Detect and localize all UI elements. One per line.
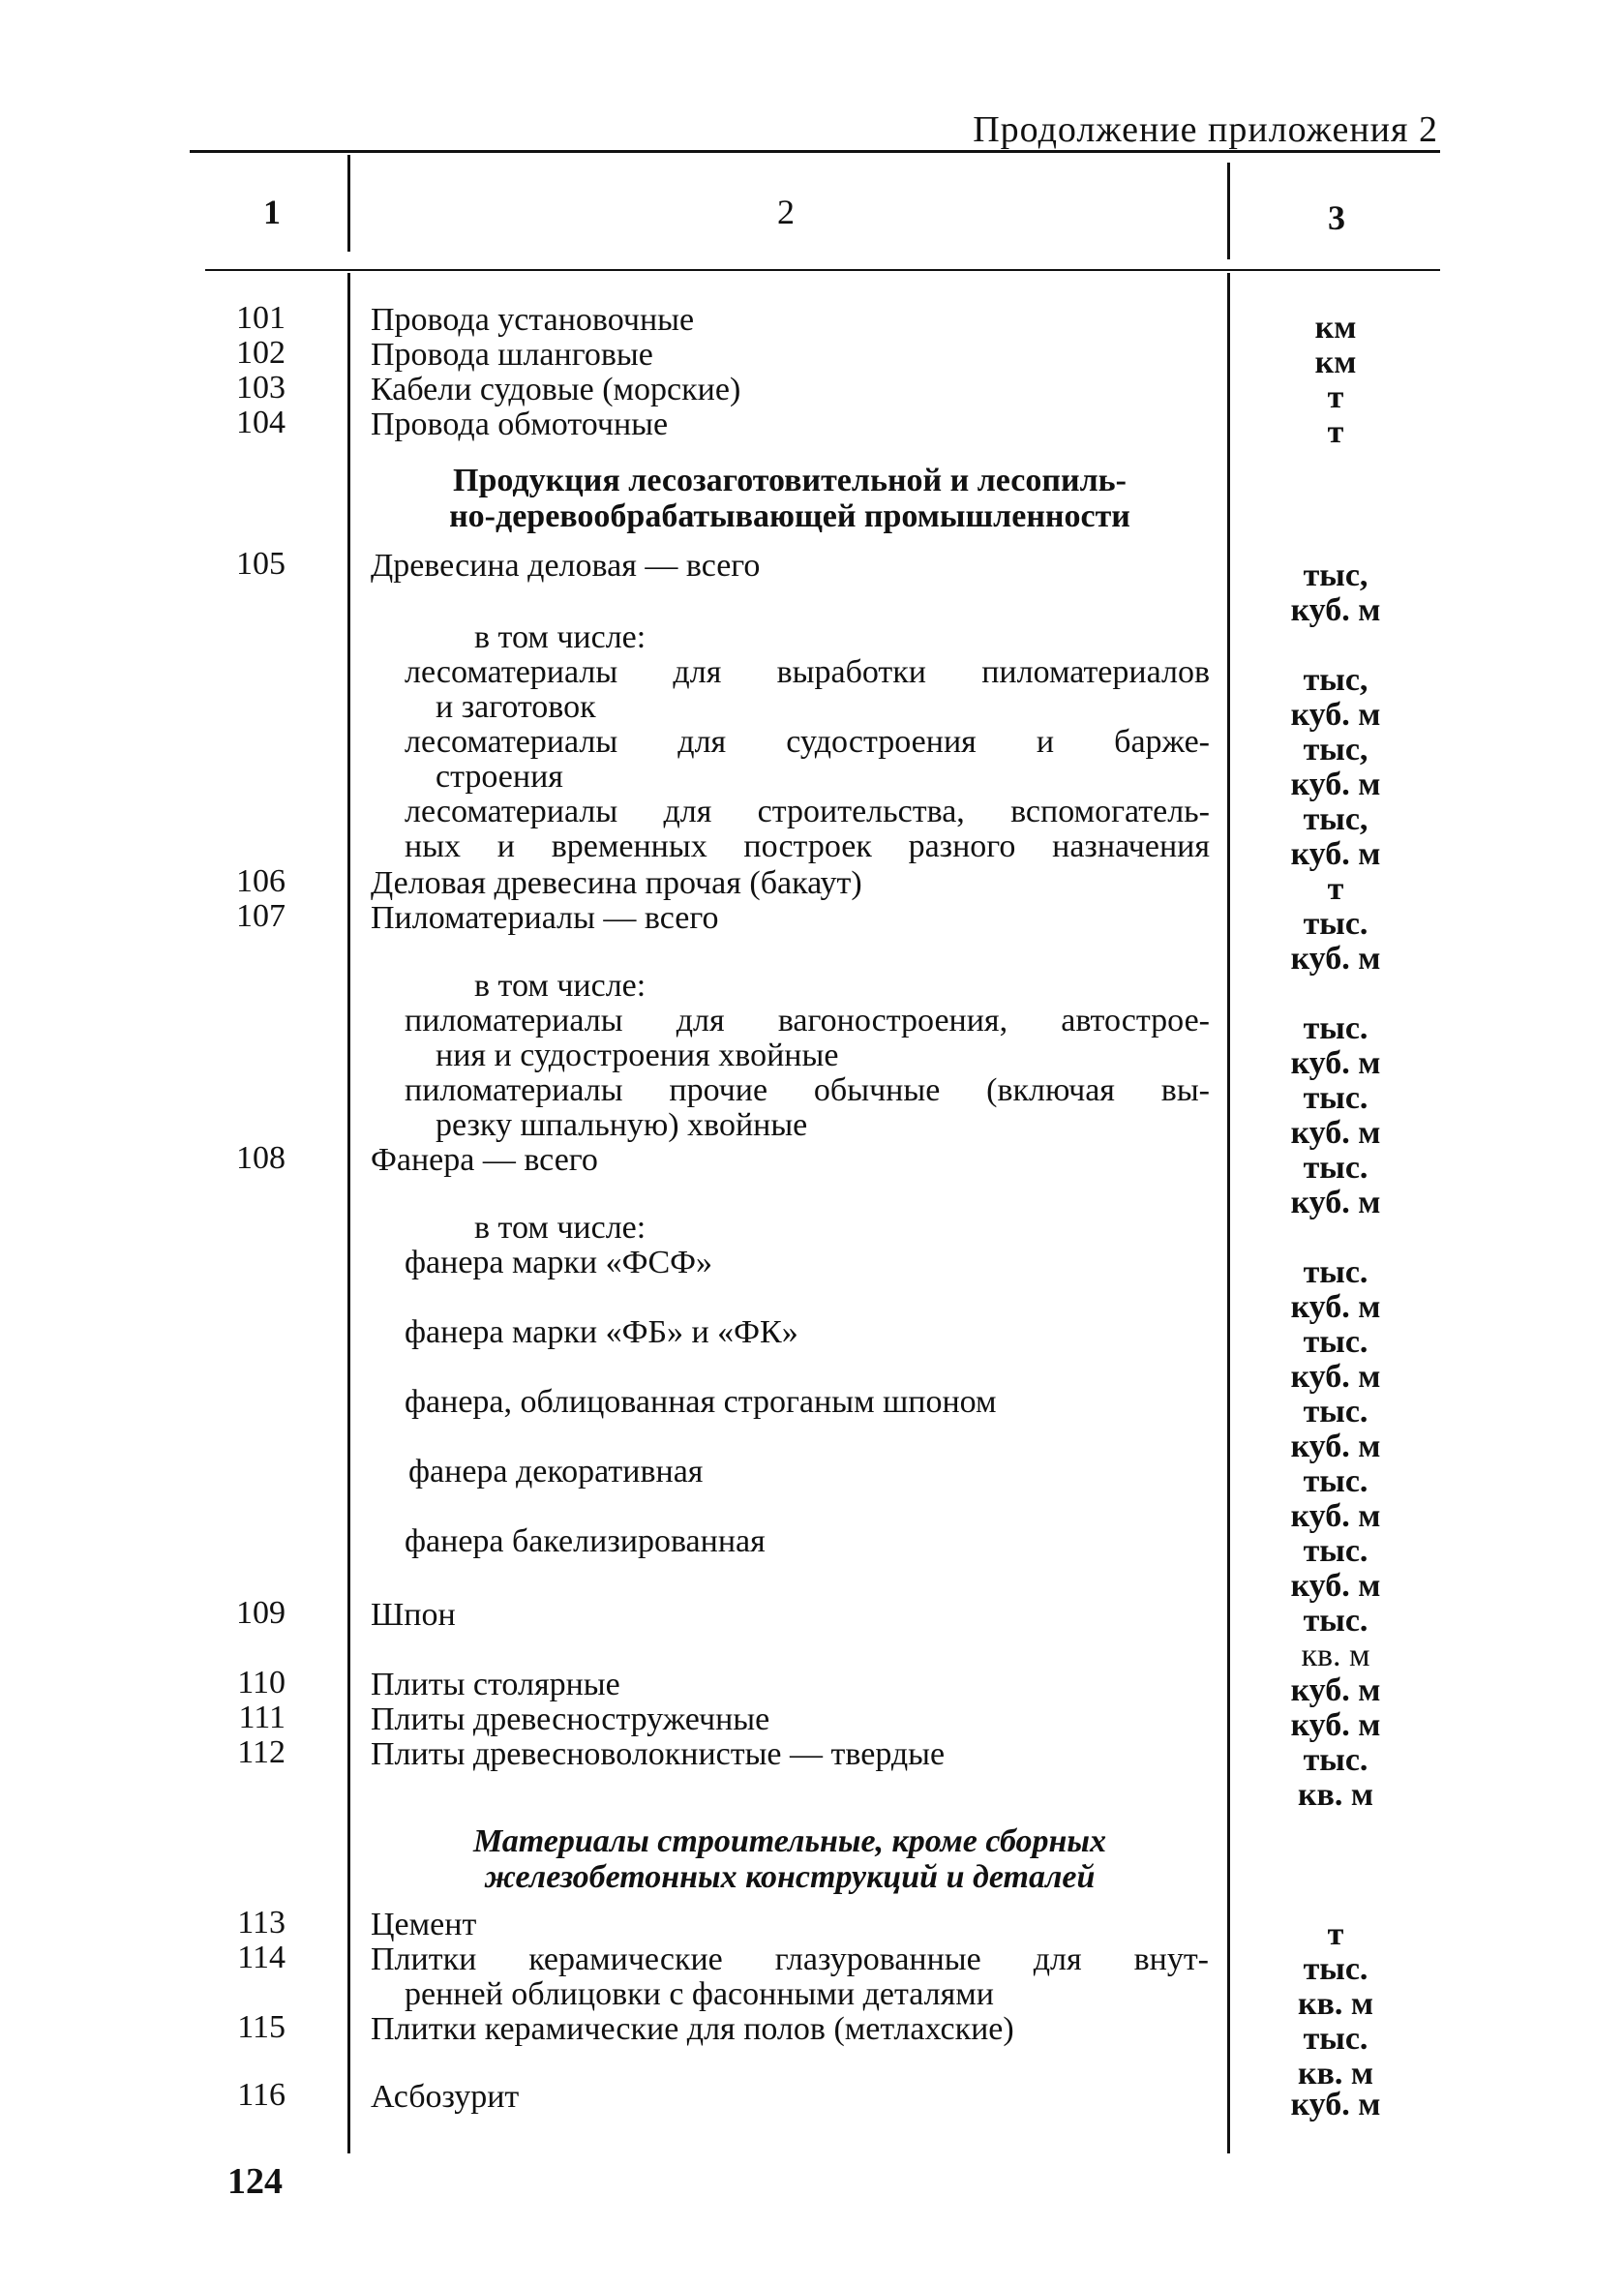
row-unit: куб. м: [1290, 836, 1381, 872]
row-text: пиломатериалы прочие обычные (включая вы-: [405, 1072, 1210, 1108]
section-heading: [371, 1823, 1209, 1895]
row-unit: т: [1327, 414, 1344, 450]
section-heading-line: Продукция лесозаготовительной и лесопиль-: [453, 463, 1127, 498]
row-text: Плиты столярные: [371, 1667, 620, 1702]
row-unit: куб. м: [1290, 1045, 1381, 1081]
row-unit: тыс,: [1303, 662, 1368, 698]
column-divider-2-body: [1227, 273, 1230, 2153]
row-unit: куб. м: [1290, 697, 1381, 733]
row-unit: куб. м: [1290, 2087, 1381, 2122]
row-number: 115: [237, 2009, 286, 2045]
section-heading: [371, 463, 1209, 534]
row-unit: кв. м: [1297, 1986, 1374, 2022]
row-unit: тыс,: [1303, 557, 1368, 593]
row-text: лесоматериалы для выработки пиломатериалов: [405, 654, 1210, 690]
row-text: ных и временных построек разного назначения: [405, 828, 1210, 864]
row-text: Плитки керамические глазурованные для внут-: [371, 1941, 1209, 1977]
row-text: фанера марки «ФСФ»: [405, 1245, 712, 1280]
header-bottom-rule: [205, 269, 1440, 271]
row-unit: тыс.: [1303, 1603, 1368, 1639]
row-unit: куб. м: [1290, 1707, 1381, 1743]
row-unit: км: [1314, 345, 1357, 380]
row-number: 103: [236, 370, 286, 406]
row-text: Плитки керамические для полов (метлахские): [371, 2011, 1014, 2047]
row-number: 102: [236, 335, 286, 371]
column-divider-1-body: [347, 273, 350, 2153]
row-unit: тыс.: [1303, 1951, 1368, 1987]
row-unit: тыс.: [1303, 1150, 1368, 1186]
row-text: Цемент: [371, 1907, 477, 1942]
row-unit: кв. м: [1297, 2056, 1374, 2091]
row-unit: кв. м: [1301, 1638, 1370, 1673]
row-number: 101: [236, 300, 286, 336]
row-unit: тыс.: [1303, 1394, 1368, 1429]
row-unit: куб. м: [1290, 1429, 1381, 1464]
row-number: 109: [236, 1595, 286, 1631]
row-text: фанера марки «ФБ» и «ФК»: [405, 1314, 798, 1350]
continuation-header: Продолжение приложения 2: [973, 109, 1438, 150]
row-unit: куб. м: [1290, 1359, 1381, 1395]
row-text: Провода обмоточные: [371, 406, 669, 442]
row-unit: км: [1314, 310, 1357, 346]
row-number: 112: [237, 1734, 286, 1770]
row-unit: тыс.: [1303, 1533, 1368, 1569]
row-text: фанера, облицованная строганым шпоном: [405, 1384, 997, 1420]
row-unit: тыс,: [1303, 732, 1368, 767]
row-unit: тыс.: [1303, 1080, 1368, 1116]
row-unit: т: [1327, 379, 1344, 415]
row-text: и заготовок: [436, 689, 596, 725]
row-text: Шпон: [371, 1597, 456, 1633]
row-text: Кабели судовые (морские): [371, 372, 741, 407]
section-heading-line: железобетонных конструкций и деталей: [484, 1859, 1096, 1895]
row-unit: тыс.: [1303, 1324, 1368, 1360]
column-heading-3: 3: [1328, 198, 1345, 237]
row-text: Провода установочные: [371, 302, 695, 338]
column-divider-2: [1227, 163, 1230, 259]
row-text: Провода шланговые: [371, 337, 653, 373]
row-text: Плиты древесностружечные: [371, 1701, 770, 1737]
row-text: Древесина деловая — всего: [371, 548, 761, 584]
row-unit: тыс,: [1303, 801, 1368, 837]
row-text: ния и судостроения хвойные: [436, 1038, 839, 1073]
row-unit: куб. м: [1290, 592, 1381, 628]
row-number: 108: [236, 1140, 286, 1176]
row-text: лесоматериалы для судостроения и барже-: [405, 724, 1210, 760]
row-text: фанера декоративная: [408, 1454, 704, 1490]
row-text: фанера бакелизированная: [405, 1523, 766, 1559]
row-number: 104: [236, 405, 286, 440]
row-number: 105: [236, 546, 286, 582]
row-number: 113: [237, 1905, 286, 1941]
section-heading-line: но-деревообрабатывающей промышленности: [449, 498, 1130, 534]
column-heading-1: 1: [263, 193, 281, 231]
row-text: ренней облицовки с фасонными деталями: [405, 1976, 994, 2012]
row-unit: тыс.: [1303, 906, 1368, 942]
row-unit: кв. м: [1297, 1777, 1374, 1813]
row-number: 111: [238, 1700, 286, 1735]
row-text: пиломатериалы для вагоностроения, автострое-: [405, 1003, 1210, 1038]
column-divider-1: [347, 155, 350, 252]
row-unit: куб. м: [1290, 1498, 1381, 1534]
row-unit: тыс.: [1303, 1742, 1368, 1778]
row-text: лесоматериалы для строительства, вспомогатель-: [405, 794, 1210, 829]
subheading-text: в том числе:: [474, 1210, 647, 1246]
row-unit: куб. м: [1290, 941, 1381, 977]
row-unit: куб. м: [1290, 767, 1381, 802]
page-number: 124: [227, 2161, 283, 2202]
row-unit: т: [1327, 1916, 1344, 1952]
row-text: Асбозурит: [371, 2079, 520, 2115]
row-unit: т: [1327, 871, 1344, 907]
row-unit: куб. м: [1290, 1185, 1381, 1220]
subheading-text: в том числе:: [474, 619, 647, 655]
subheading-text: в том числе:: [474, 968, 647, 1004]
row-text: резку шпальную) хвойные: [436, 1107, 808, 1143]
row-unit: тыс.: [1303, 1463, 1368, 1499]
row-text: Деловая древесина прочая (бакаут): [371, 865, 862, 901]
row-number: 116: [237, 2077, 286, 2113]
row-number: 107: [236, 898, 286, 934]
row-text: Пиломатериалы — всего: [371, 900, 719, 936]
row-unit: куб. м: [1290, 1289, 1381, 1325]
row-unit: куб. м: [1290, 1568, 1381, 1604]
row-text: строения: [436, 759, 563, 795]
row-unit: тыс.: [1303, 1010, 1368, 1046]
row-number: 106: [236, 863, 286, 899]
row-unit: тыс.: [1303, 1254, 1368, 1290]
section-heading-line: Материалы строительные, кроме сборных: [473, 1823, 1106, 1859]
table-top-rule: [190, 150, 1440, 153]
row-number: 110: [237, 1665, 286, 1700]
row-number: 114: [237, 1940, 286, 1975]
row-text: Фанера — всего: [371, 1142, 598, 1178]
row-unit: куб. м: [1290, 1672, 1381, 1708]
row-text: Плиты древесноволокнистые — твердые: [371, 1736, 946, 1772]
row-unit: тыс.: [1303, 2021, 1368, 2057]
row-unit: куб. м: [1290, 1115, 1381, 1151]
column-heading-2: 2: [777, 193, 795, 231]
